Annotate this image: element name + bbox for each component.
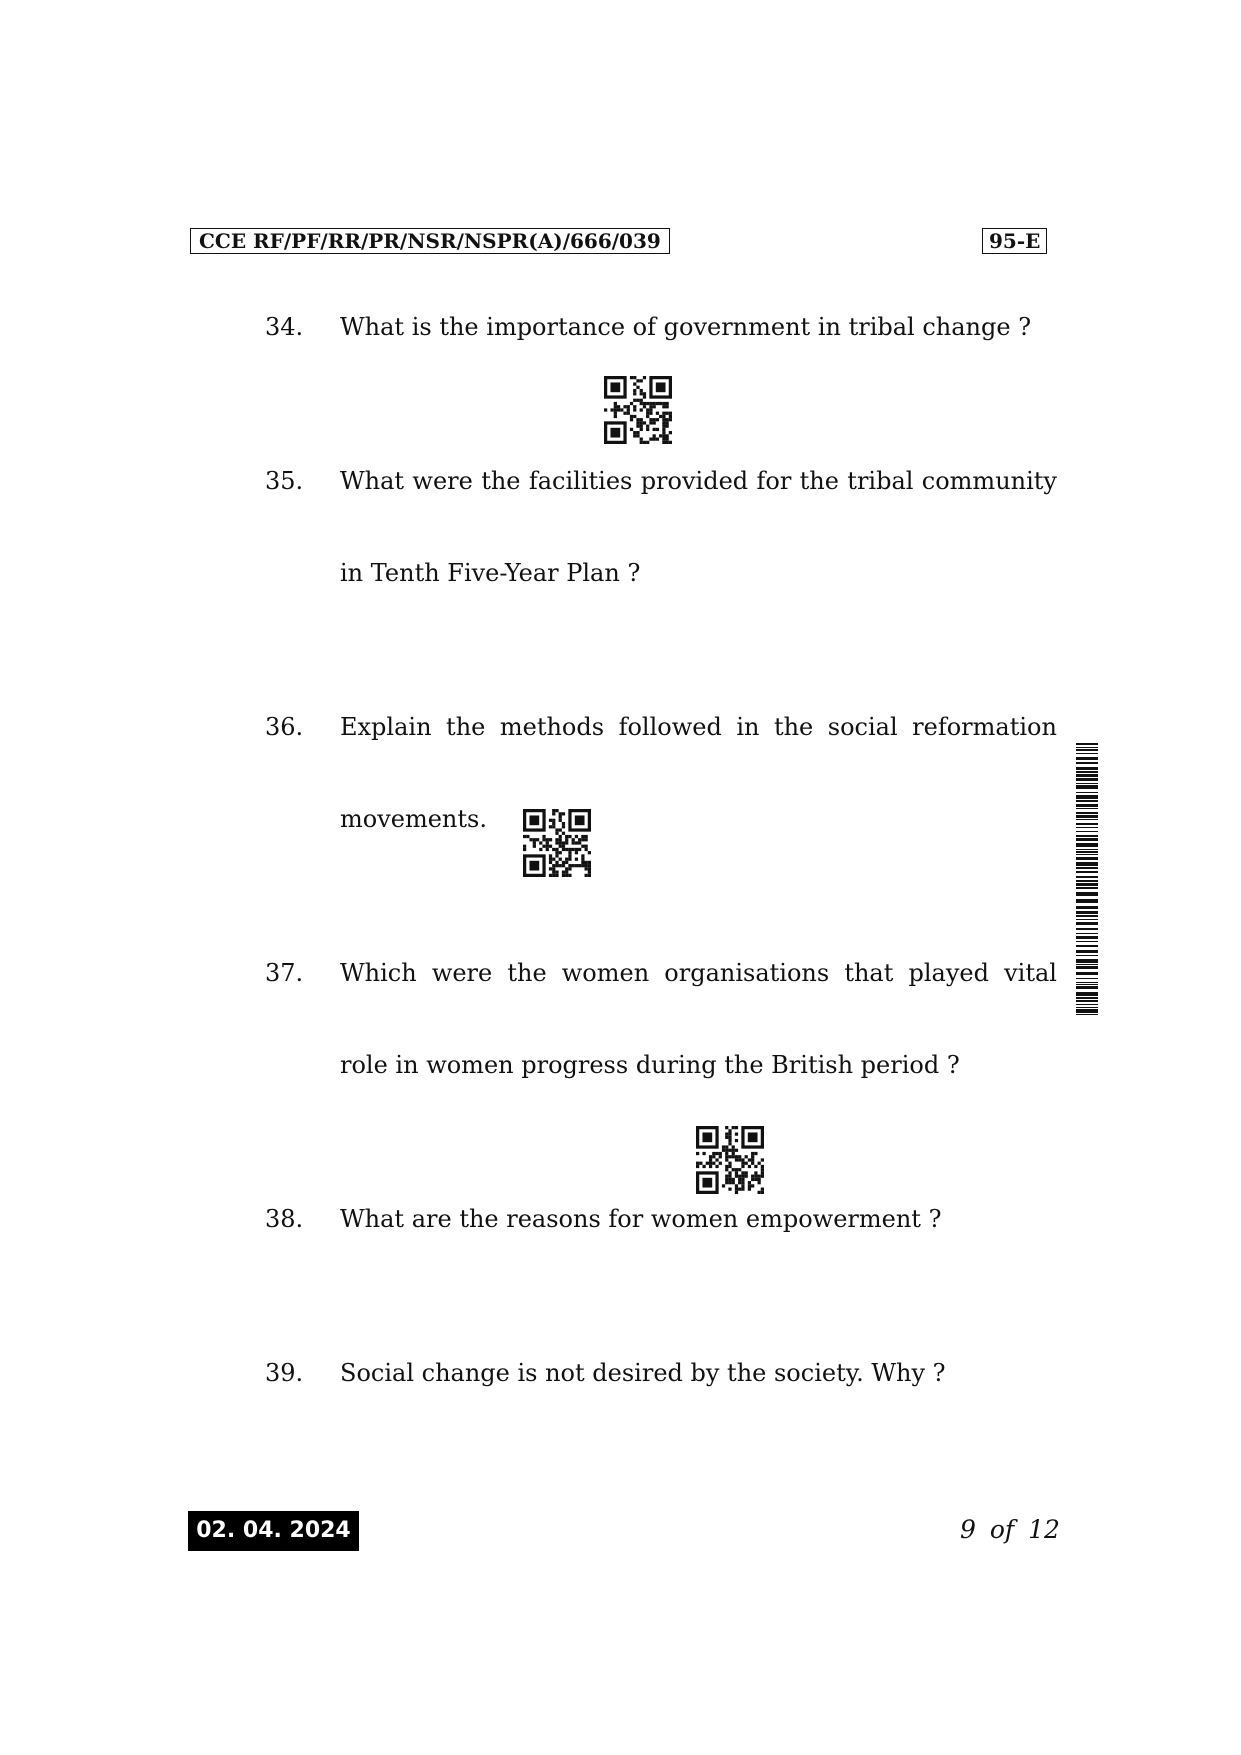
question-number: 38.: [265, 1205, 304, 1233]
question-number: 35.: [265, 467, 304, 495]
question-text: in Tenth Five-Year Plan ?: [340, 559, 641, 587]
question-number: 37.: [265, 959, 304, 987]
question-text: movements.: [340, 805, 487, 833]
subject-code: 95-E: [982, 228, 1047, 254]
qr-code: [696, 1126, 764, 1194]
question-text: Explain the methods followed in the social reformation: [340, 713, 1057, 741]
question-number: 36.: [265, 713, 304, 741]
exam-date: 02. 04. 2024: [188, 1511, 359, 1551]
qr-code: [604, 376, 672, 444]
question-text: Which were the women organisations that played vital: [340, 959, 1057, 987]
question-number: 34.: [265, 313, 304, 341]
question-number: 39.: [265, 1359, 304, 1387]
qr-code: [523, 809, 591, 877]
question-text: What is the importance of government in tribal change ?: [340, 313, 1032, 341]
question-text: What were the facilities provided for the tribal community: [340, 467, 1057, 495]
question-text: Social change is not desired by the society. Why ?: [340, 1359, 946, 1387]
barcode: [1076, 743, 1098, 1015]
question-text: role in women progress during the British period ?: [340, 1051, 960, 1079]
page-number: 9 of 12: [960, 1515, 1060, 1544]
question-text: What are the reasons for women empowerment ?: [340, 1205, 942, 1233]
paper-code: CCE RF/PF/RR/PR/NSR/NSPR(A)/666/039: [190, 228, 670, 254]
